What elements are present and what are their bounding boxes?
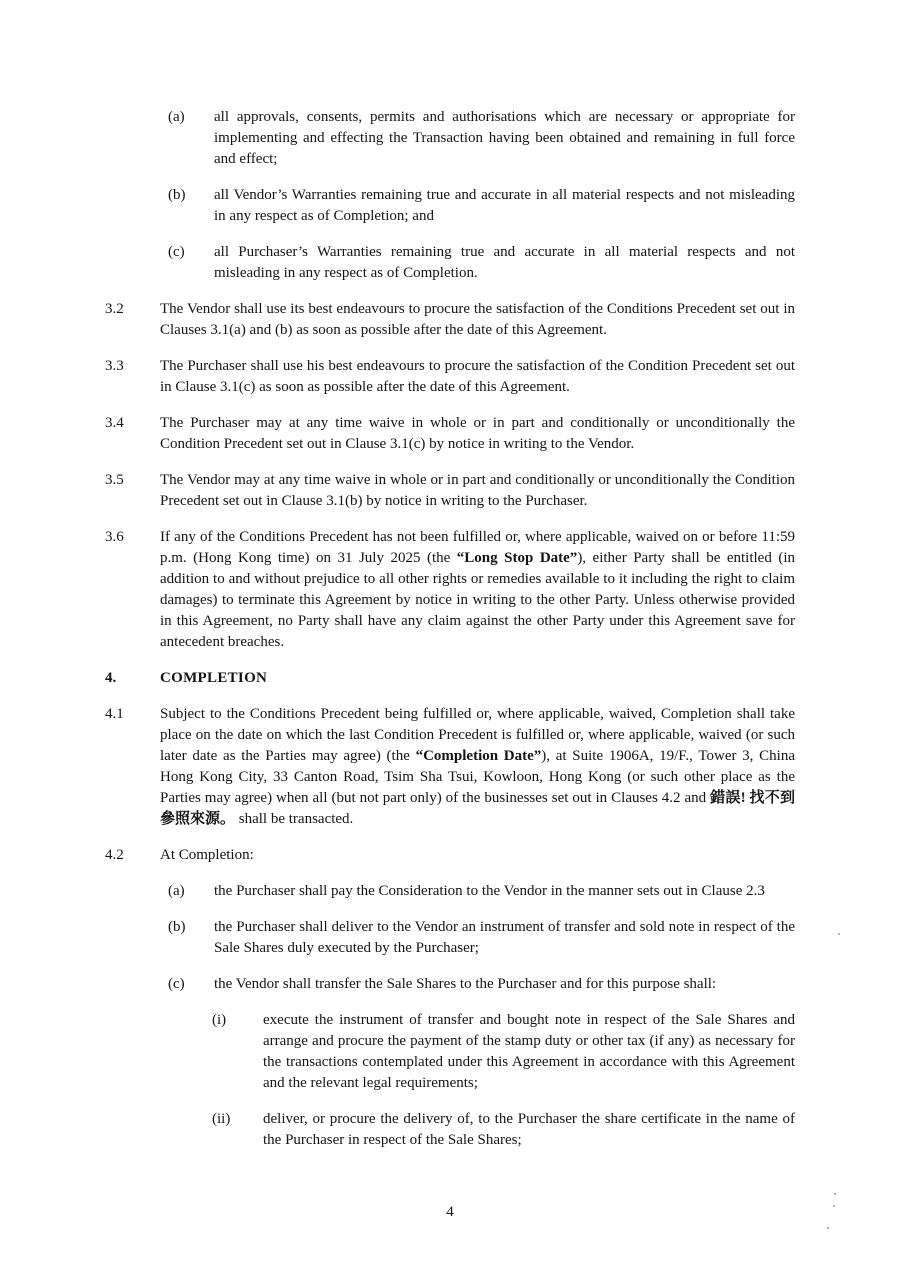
clause-3-1-item-a xyxy=(168,107,795,170)
page-number: 4 xyxy=(446,1204,454,1220)
list-item-text: the Purchaser shall pay the Consideration to the Vendor in the manner sets out in Clause 2.3 xyxy=(214,883,765,899)
clause-4-2-c-item-ii xyxy=(212,1109,795,1151)
list-item-label: (ii) xyxy=(212,1111,231,1127)
clause-text-segment: ), either Party shall be entitled (in addition to and without prejudice to all other rights or remedies available to it including the right to claim damages) to terminate this Agreement by notice in writing to the other Party. Unless otherwise provided in this Agreement, no Party shall have any claim against the other Party under this Agreement save for antecedent breaches. xyxy=(160,550,795,650)
list-item-text: all approvals, consents, permits and authorisations which are necessary or appropriate for implementing and effecting the Transaction having been obtained and remaining in full force and effect; xyxy=(214,109,795,167)
clause-4-2-c-item-i xyxy=(212,1010,795,1094)
list-item-text: all Vendor’s Warranties remaining true and accurate in all material respects and not misleading in any respect as of Completion; and xyxy=(214,187,795,224)
scan-speck xyxy=(834,1193,836,1195)
list-item-text: deliver, or procure the delivery of, to the Purchaser the share certificate in the name of the Purchaser in respect of the Sale Shares; xyxy=(263,1111,795,1148)
clause-number: 3.5 xyxy=(105,472,124,488)
list-item-label: (a) xyxy=(168,109,185,125)
clause-3-4 xyxy=(105,413,795,455)
section-4-heading xyxy=(105,668,795,689)
clause-3-5 xyxy=(105,470,795,512)
clause-text-segment: If any of the Conditions Precedent has not been fulfilled or, where applicable, waived on or before 11:59 p.m. (Hong Kong time) on 31 July 2025 (the xyxy=(160,529,795,566)
list-item-label: (i) xyxy=(212,1012,227,1028)
list-item-text: the Purchaser shall deliver to the Vendor an instrument of transfer and sold note in respect of the Sale Shares duly executed by the Purchaser; xyxy=(214,919,795,956)
list-item-label: (b) xyxy=(168,919,186,935)
clause-3-6 xyxy=(105,527,795,653)
clause-text-segment: ), at Suite 1906A, 19/F., Tower 3, China Hong Kong City, 33 Canton Road, Tsim Sha Tsui, Kowloon, Hong Kong (or such other place as the Parties may agree) when all (but not part only) of the businesses set out in Clauses 4.2 and xyxy=(160,748,795,806)
clause-text-segment: shall be transacted. xyxy=(235,811,354,827)
list-item-text: all Purchaser’s Warranties remaining true and accurate in all material respects and not misleading in any respect as of Completion. xyxy=(214,244,795,281)
clause-text xyxy=(160,704,795,830)
list-item-text: the Vendor shall transfer the Sale Shares to the Purchaser and for this purpose shall: xyxy=(214,976,717,992)
clause-text: The Purchaser shall use his best endeavours to procure the satisfaction of the Condition Precedent set out in Clause 3.1(c) as soon as possible after the date of this Agreement. xyxy=(160,358,795,395)
clause-text: The Vendor may at any time waive in whole or in part and conditionally or unconditionally the Condition Precedent set out in Clause 3.1(b) by notice in writing to the Purchaser. xyxy=(160,472,795,509)
scan-speck xyxy=(833,1205,835,1207)
section-number: 4. xyxy=(105,670,117,686)
clause-text xyxy=(160,527,795,653)
list-item-label: (c) xyxy=(168,244,185,260)
list-item-label: (a) xyxy=(168,883,185,899)
clause-number: 4.2 xyxy=(105,847,124,863)
defined-term-long-stop-date: “Long Stop Date” xyxy=(456,550,578,566)
clause-number: 3.3 xyxy=(105,358,124,374)
clause-text: The Vendor shall use its best endeavours to procure the satisfaction of the Conditions Precedent set out in Clauses 3.1(a) and (b) as soon as possible after the date of this Agreement. xyxy=(160,301,795,338)
clause-3-1-item-c xyxy=(168,242,795,284)
list-item-text: execute the instrument of transfer and bought note in respect of the Sale Shares and arrange and procure the payment of the stamp duty or other tax (if any) as necessary for the transactions contemplated under this Agreement in accordance with this Agreement and the relevant legal requirements; xyxy=(263,1012,795,1091)
clause-3-2 xyxy=(105,299,795,341)
clause-number: 3.4 xyxy=(105,415,124,431)
list-item-label: (c) xyxy=(168,976,185,992)
document-body xyxy=(105,107,795,1166)
clause-3-1-item-b xyxy=(168,185,795,227)
clause-4-2-item-c xyxy=(168,974,795,995)
defined-term-completion-date: “Completion Date” xyxy=(415,748,542,764)
clause-3-3 xyxy=(105,356,795,398)
clause-4-2 xyxy=(105,845,795,866)
scan-speck xyxy=(838,933,840,935)
clause-4-2-item-b xyxy=(168,917,795,959)
list-item-label: (b) xyxy=(168,187,186,203)
clause-4-2-item-a xyxy=(168,881,795,902)
clause-text: The Purchaser may at any time waive in whole or in part and conditionally or unconditionally the Condition Precedent set out in Clause 3.1(c) by notice in writing to the Vendor. xyxy=(160,415,795,452)
clause-number: 3.2 xyxy=(105,301,124,317)
section-title: COMPLETION xyxy=(160,670,268,686)
clause-number: 4.1 xyxy=(105,706,124,722)
clause-text: At Completion: xyxy=(160,847,254,863)
clause-number: 3.6 xyxy=(105,529,124,545)
error-reference-cjk-text: 錯誤! 找不到參照來源。 xyxy=(160,790,795,827)
clause-text-segment: Subject to the Conditions Precedent being fulfilled or, where applicable, waived, Completion shall take place on the date on which the last Condition Precedent is fulfilled or, where applicable, waived (or such later date as the Parties may agree) (the xyxy=(160,706,795,764)
scan-speck xyxy=(827,1227,829,1229)
clause-4-1 xyxy=(105,704,795,830)
